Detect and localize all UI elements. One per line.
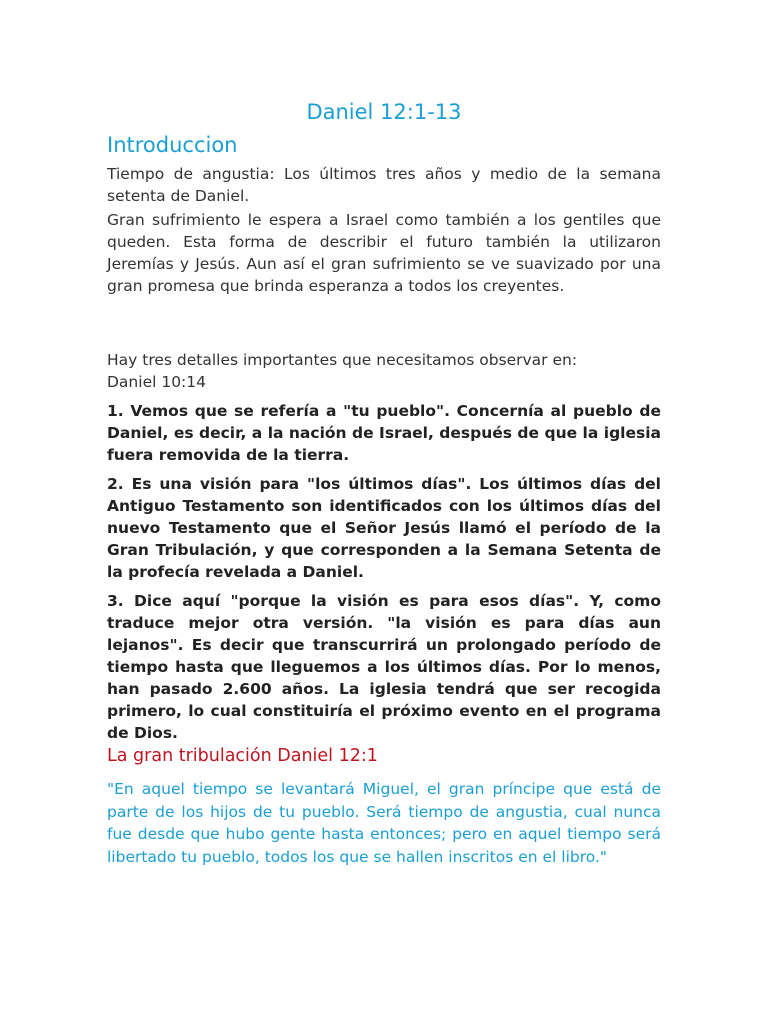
details-intro-block [107,349,661,393]
document-title: Daniel 12:1-13 [306,100,462,124]
intro-heading: Introduccion [107,133,238,157]
details-reference: Daniel 10:14 [107,373,207,391]
point-2: 2. Es una visión para "los últimos días". Los últimos días del Antiguo Testamento son identificados con los últimos días del nuevo Testamento que el Señor Jesús llamó el período de la Gran Tribulación, y que corresponden a la Semana Setenta de la profecía revelada a Daniel. [107,475,661,581]
scripture-quote: "En aquel tiempo se levantará Miguel, el gran príncipe que está de parte de los hijos de tu pueblo. Será tiempo de angustia, cual nunca fue desde que hubo gente hasta entonces; pero en aquel tiempo será libertado tu pueblo, todos los que se hallen inscritos en el libro." [107,780,661,866]
tribulation-heading: La gran tribulación Daniel 12:1 [107,746,378,766]
intro-paragraph-1: Tiempo de angustia: Los últimos tres años y medio de la semana setenta de Daniel. [107,165,661,205]
point-3: 3. Dice aquí "porque la visión es para esos días". Y, como traduce mejor otra versión. "la visión es para días aun lejanos". Es decir que transcurrirá un prolongado período de tiempo hasta que lleguemos a los últimos días. Por lo menos, han pasado 2.600 años. La iglesia tendrá que ser recogida primero, lo cual constituiría el próximo evento en el programa de Dios. [107,592,661,742]
details-intro: Hay tres detalles importantes que necesitamos observar en: [107,351,578,369]
intro-paragraph-2: Gran sufrimiento le espera a Israel como también a los gentiles que queden. Esta forma de describir el futuro también la utilizaron Jeremías y Jesús. Aun así el gran sufrimiento se ve suavizado por una gran promesa que brinda esperanza a todos los creyentes. [107,211,661,295]
point-1: 1. Vemos que se refería a "tu pueblo". Concernía al pueblo de Daniel, es decir, a la nación de Israel, después de que la iglesia fuera removida de la tierra. [107,402,661,464]
